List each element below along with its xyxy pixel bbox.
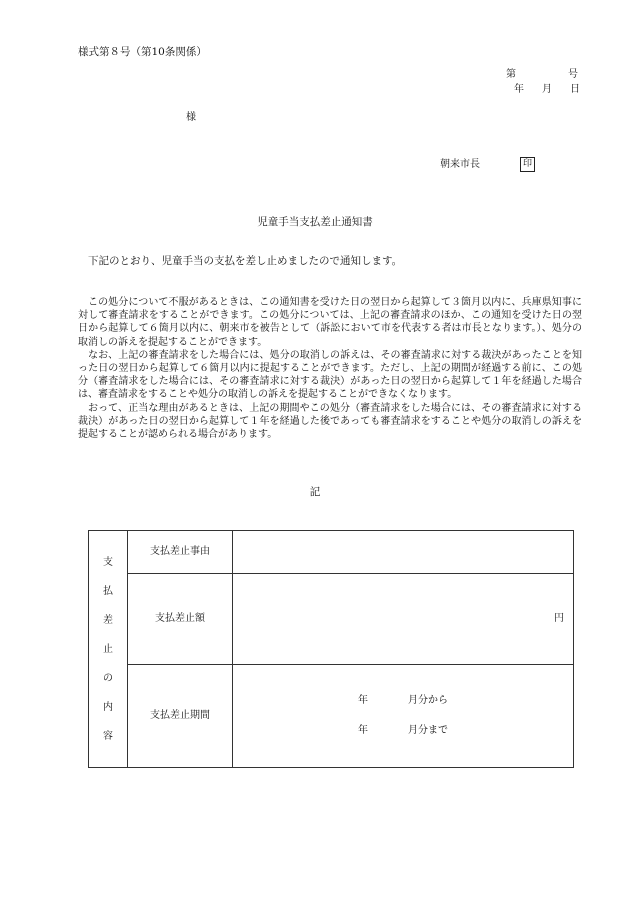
seal-box: 印	[520, 157, 535, 172]
appeal-instructions	[78, 296, 582, 441]
vertical-char: 差	[103, 614, 113, 626]
ki-heading: 記	[309, 486, 321, 498]
period-label: 支払差止期間	[128, 665, 233, 768]
issuer-line	[440, 157, 535, 172]
document-title: 児童手当支払差止通知書	[257, 216, 373, 228]
vertical-header	[89, 531, 128, 768]
paragraph-1: この処分について不服があるときは、この通知書を受けた日の翌日から起算して３箇月以内に、兵庫県知事に対して審査請求をすることができます。この処分については、上記の審査請求のほか、この通知を受けた日の翌日から起算して６箇月以内に、朝来市を被告として（訴訟において市を代表する者は市長となります。）、処分の取消しの訴えを提起することができます。	[78, 297, 582, 348]
vertical-char: 内	[103, 701, 113, 713]
addressee-suffix: 様	[186, 112, 196, 123]
vertical-char: 容	[103, 730, 113, 742]
reason-field[interactable]	[233, 531, 574, 574]
amount-label: 支払差止額	[128, 574, 233, 665]
paragraph-2: なお、上記の審査請求をした場合には、処分の取消しの訴えは、その審査請求に対する裁決があったことを知った日の翌日から起算して６箇月以内に提起することができます。ただし、上記の期間が経過する前に、この処分（審査請求をした場合には、その審査請求に対する裁決）があった日の翌日から起算して１年を経過した場合は、審査請求をすることや処分の取消しの訴えを提起することができなくなります。	[78, 349, 582, 401]
vertical-char: 止	[103, 643, 113, 655]
document-number-line	[506, 69, 578, 81]
period-field[interactable]	[233, 665, 574, 768]
reason-label: 支払差止事由	[128, 531, 233, 574]
issuer-name: 朝来市長	[440, 159, 480, 170]
notice-text: 下記のとおり、児童手当の支払を差し止めましたので通知します。	[88, 255, 403, 267]
amount-unit: 円	[554, 613, 564, 624]
period-from-suffix: 月分から	[408, 695, 448, 706]
period-to-year: 年	[358, 725, 368, 736]
number-label: 第	[506, 69, 516, 80]
date-day: 日	[570, 84, 580, 95]
form-number: 様式第８号（第10条関係）	[78, 46, 207, 58]
period-to	[233, 716, 573, 746]
date-line	[506, 84, 580, 96]
vertical-char: 払	[103, 585, 113, 597]
suspension-details-table	[88, 530, 574, 768]
period-from-year: 年	[358, 695, 368, 706]
date-year: 年	[514, 84, 524, 95]
period-to-suffix: 月分まで	[408, 725, 448, 736]
amount-field[interactable]	[233, 574, 574, 665]
vertical-char: 支	[103, 556, 113, 568]
vertical-char: の	[103, 672, 113, 684]
period-from	[233, 686, 573, 716]
date-month: 月	[542, 84, 552, 95]
paragraph-3: おって、正当な理由があるときは、上記の期間やこの処分（審査請求をした場合には、その審査請求に対する裁決）があった日の翌日から起算して１年を経過した後であっても審査請求をすることや処分の取消しの訴えを提起することが認められる場合があります。	[78, 402, 582, 441]
number-suffix: 号	[568, 69, 578, 80]
